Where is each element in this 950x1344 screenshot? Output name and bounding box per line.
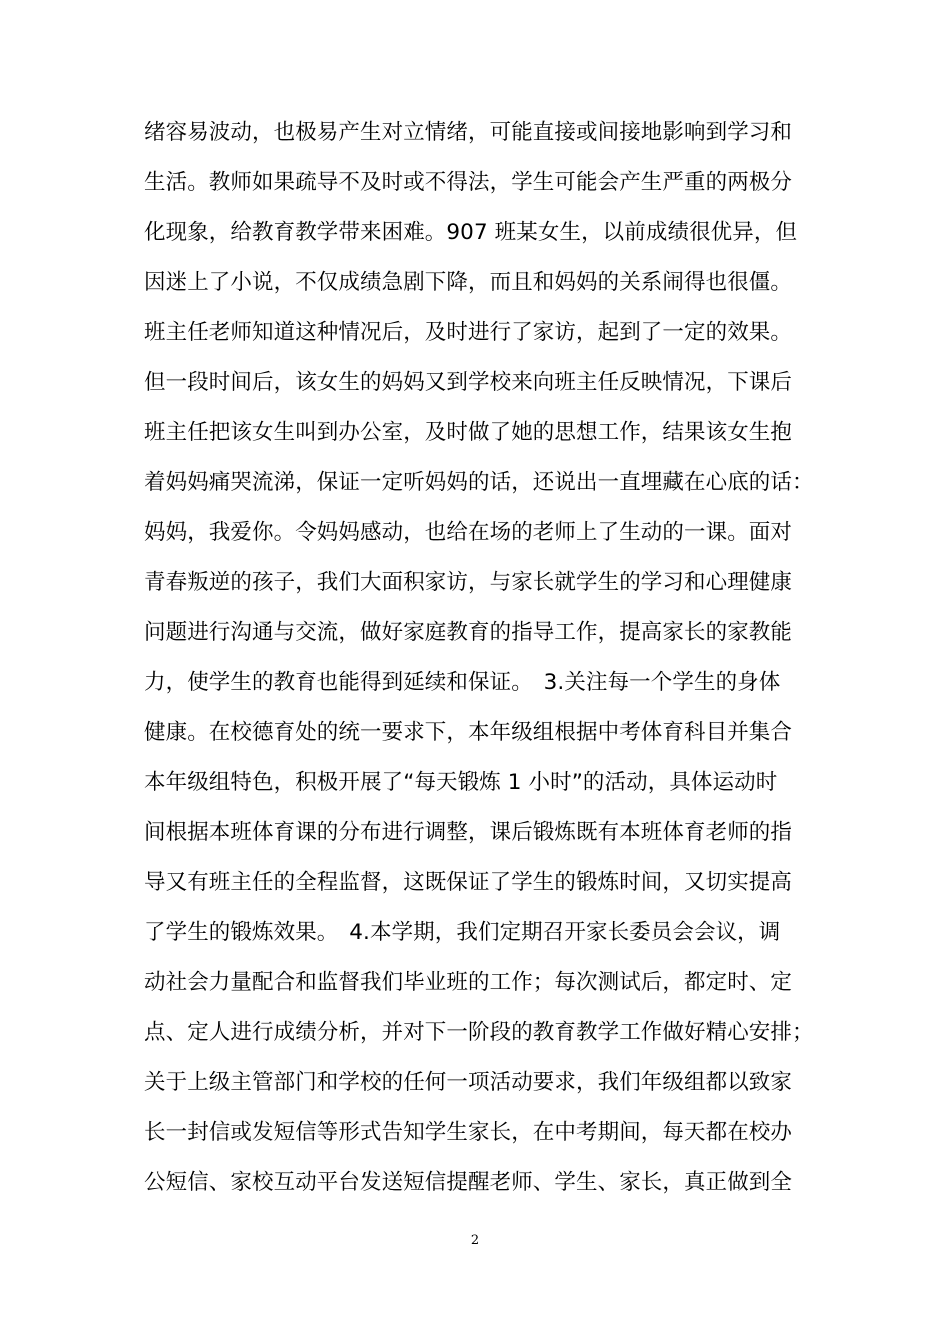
text-line: 化现象，给教育教学带来困难。907 班某女生，以前成绩很优异，但 — [144, 220, 798, 245]
text-line: 班主任把该女生叫到办公室，及时做了她的思想工作，结果该女生抱 — [144, 420, 793, 445]
text-line: 因迷上了小说，不仅成绩急剧下降，而且和妈妈的关系闹得也很僵。 — [144, 270, 793, 295]
text-line: 间根据本班体育课的分布进行调整，课后锻炼既有本班体育老师的指 — [144, 820, 793, 845]
text-line: 妈妈，我爱你。令妈妈感动，也给在场的老师上了生动的一课。面对 — [144, 520, 793, 545]
page-number: 2 — [470, 1233, 480, 1248]
text-line: 点、定人进行成绩分析，并对下一阶段的教育教学工作做好精心安排； — [144, 1020, 814, 1045]
text-line: 长一封信或发短信等形式告知学生家长，在中考期间，每天都在校办 — [144, 1120, 793, 1145]
text-line: 班主任老师知道这种情况后，及时进行了家访，起到了一定的效果。 — [144, 320, 793, 345]
text-line: 关于上级主管部门和学校的任何一项活动要求，我们年级组都以致家 — [144, 1070, 793, 1095]
text-line: 着妈妈痛哭流涕，保证一定听妈妈的话，还说出一直埋藏在心底的话： — [144, 470, 814, 495]
text-line: 了学生的锻炼效果。 4.本学期，我们定期召开家长委员会会议，调 — [144, 920, 781, 945]
text-line: 健康。在校德育处的统一要求下，本年级组根据中考体育科目并集合 — [144, 720, 793, 745]
text-line: 力，使学生的教育也能得到延续和保证。 3.关注每一个学生的身体 — [144, 670, 781, 695]
text-line: 但一段时间后，该女生的妈妈又到学校来向班主任反映情况，下课后 — [144, 370, 793, 395]
text-line: 导又有班主任的全程监督，这既保证了学生的锻炼时间，又切实提高 — [144, 870, 793, 895]
text-line: 生活。教师如果疏导不及时或不得法，学生可能会产生严重的两极分 — [144, 170, 793, 195]
text-line: 公短信、家校互动平台发送短信提醒老师、学生、家长，真正做到全 — [144, 1170, 793, 1195]
text-line: 动社会力量配合和监督我们毕业班的工作；每次测试后，都定时、定 — [144, 970, 793, 995]
text-line: 青春叛逆的孩子，我们大面积家访，与家长就学生的学习和心理健康 — [144, 570, 793, 595]
text-line: 本年级组特色，积极开展了“每天锻炼 1 小时”的活动，具体运动时 — [144, 770, 778, 795]
text-line: 绪容易波动，也极易产生对立情绪，可能直接或间接地影响到学习和 — [144, 120, 793, 145]
text-line: 问题进行沟通与交流，做好家庭教育的指导工作，提高家长的家教能 — [144, 620, 793, 645]
